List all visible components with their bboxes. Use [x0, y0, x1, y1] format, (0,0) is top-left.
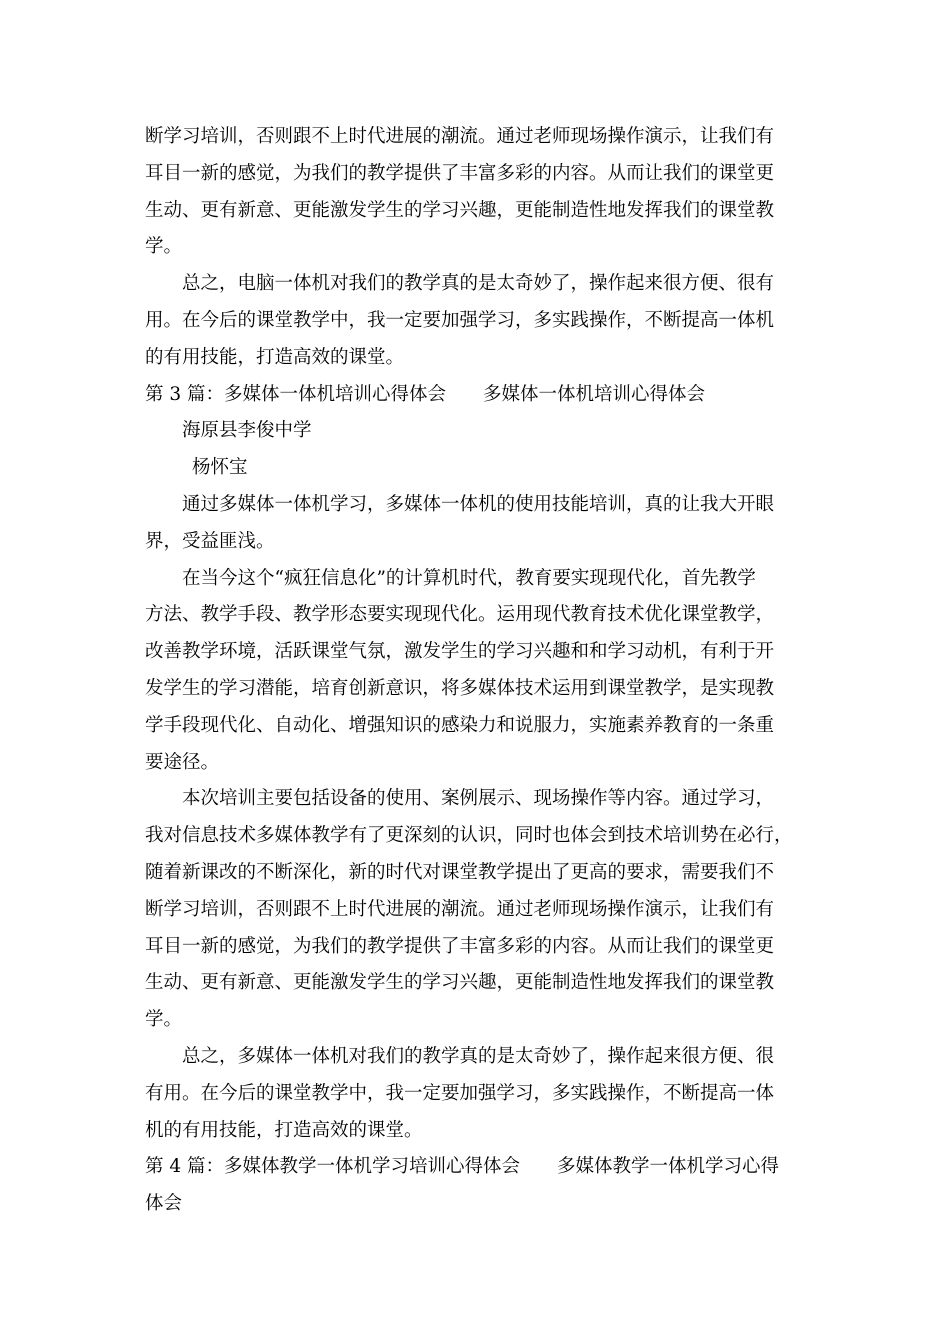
text-line: 改善教学环境，活跃课堂气氛，激发学生的学习兴趣和和学习动机，有利于开 — [145, 641, 775, 663]
paragraph-summary — [145, 1039, 805, 1149]
text-line: 第 4 篇：多媒体教学一体机学习培训心得体会 多媒体教学一体机学习心得 — [145, 1156, 780, 1178]
school-name: 海原县李俊中学 — [182, 420, 312, 442]
paragraph-modernization — [145, 561, 805, 782]
text-line: 随着新课改的不断深化，新的时代对课堂教学提出了更高的要求，需要我们不 — [145, 861, 775, 883]
text-line: 方法、教学手段、教学形态要实现现代化。运用现代教育技术优化课堂教学， — [145, 604, 775, 626]
text-line: 在当今这个“疯狂信息化”的计算机时代，教育要实现现代化，首先教学 — [182, 567, 756, 589]
paragraph-continued — [145, 119, 805, 266]
text-line: 用。在今后的课堂教学中，我一定要加强学习，多实践操作，不断提高一体机 — [145, 309, 775, 331]
text-line: 发学生的学习潜能，培育创新意识，将多媒体技术运用到课堂教学，是实现教 — [145, 677, 775, 699]
text-line: 断学习培训，否则跟不上时代进展的潮流。通过老师现场操作演示，让我们有 — [145, 126, 775, 147]
text-line: 学手段现代化、自动化、增强知识的感染力和说服力，实施素养教育的一条重 — [145, 714, 775, 736]
text-line: 的有用技能，打造高效的课堂。 — [145, 346, 405, 368]
text-line: 生动、更有新意、更能激发学生的学习兴趣，更能制造性地发挥我们的课堂教 — [145, 972, 775, 994]
text-line: 界，受益匪浅。 — [145, 530, 275, 552]
section-heading-3: 第 3 篇：多媒体一体机培训心得体会 多媒体一体机培训心得体会 — [145, 383, 706, 405]
text-line: 总之，电脑一体机对我们的教学真的是太奇妙了，操作起来很方便、很有 — [182, 273, 775, 295]
paragraph-conclusion — [145, 266, 805, 376]
text-line: 学。 — [145, 236, 183, 258]
text-line: 学。 — [145, 1009, 183, 1031]
text-line: 我对信息技术多媒体教学有了更深刻的认识，同时也体会到技术培训势在必行， — [145, 825, 793, 847]
text-line: 断学习培训，否则跟不上时代进展的潮流。通过老师现场操作演示，让我们有 — [145, 898, 775, 920]
author-name: 杨怀宝 — [192, 457, 248, 479]
paragraph-intro — [145, 487, 805, 561]
text-line: 耳目一新的感觉，为我们的教学提供了丰富多彩的内容。从而让我们的课堂更 — [145, 162, 775, 184]
text-line: 体会 — [145, 1193, 183, 1215]
text-line: 总之，多媒体一体机对我们的教学真的是太奇妙了，操作起来很方便、很 — [182, 1045, 775, 1067]
document-page — [145, 119, 805, 1223]
text-line: 本次培训主要包括设备的使用、案例展示、现场操作等内容。通过学习， — [182, 788, 775, 810]
text-line: 生动、更有新意、更能激发学生的学习兴趣，更能制造性地发挥我们的课堂教 — [145, 199, 775, 221]
text-line: 有用。在今后的课堂教学中，我一定要加强学习，多实践操作，不断提高一体 — [145, 1082, 775, 1104]
text-line: 耳目一新的感觉，为我们的教学提供了丰富多彩的内容。从而让我们的课堂更 — [145, 935, 775, 957]
text-line: 要途径。 — [145, 751, 220, 773]
paragraph-training — [145, 781, 805, 1039]
text-line: 机的有用技能，打造高效的课堂。 — [145, 1119, 423, 1141]
text-line: 通过多媒体一体机学习，多媒体一体机的使用技能培训，真的让我大开眼 — [182, 493, 775, 515]
section-heading-4 — [145, 1149, 805, 1223]
